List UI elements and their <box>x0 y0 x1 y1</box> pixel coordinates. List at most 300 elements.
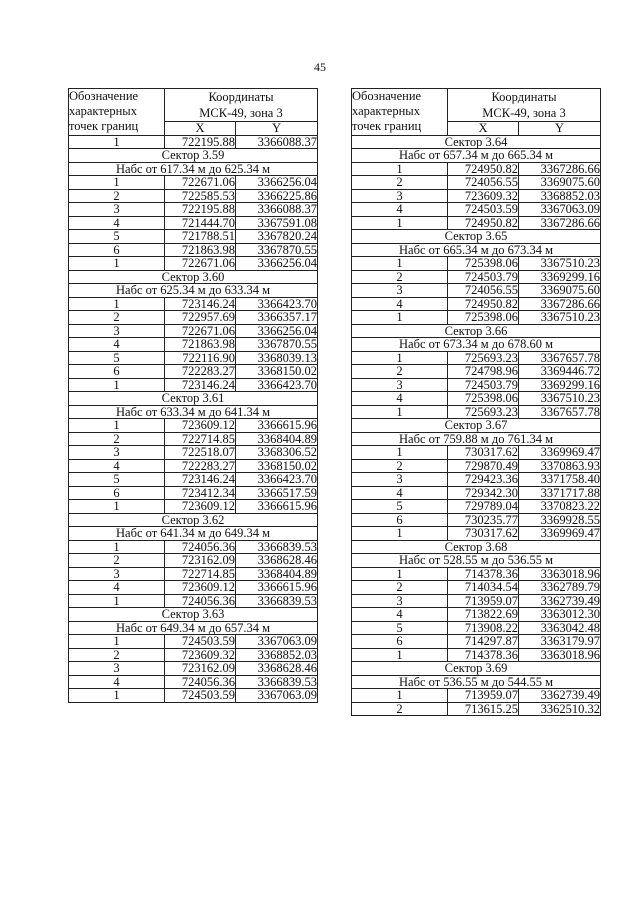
sector-range-row <box>69 405 318 419</box>
y-coordinate: 3366225.86 <box>236 189 318 203</box>
point-number: 6 <box>69 486 165 500</box>
sector-range-row <box>69 621 318 635</box>
x-coordinate: 724950.82 <box>448 216 519 230</box>
x-coordinate: 724503.59 <box>448 203 519 217</box>
coordinate-row <box>69 230 318 244</box>
x-coordinate: 723412.34 <box>165 486 236 500</box>
point-number: 1 <box>352 648 448 662</box>
coordinate-row <box>69 594 318 608</box>
table-body <box>69 135 318 702</box>
coordinate-row <box>352 473 601 487</box>
y-coordinate: 3367510.23 <box>519 392 601 406</box>
y-coordinate: 3367510.23 <box>519 257 601 271</box>
x-coordinate: 722283.27 <box>165 365 236 379</box>
coordinate-row <box>352 405 601 419</box>
x-coordinate: 714378.36 <box>448 648 519 662</box>
sector-range: Набс от 617.34 м до 625.34 м <box>69 162 318 176</box>
sector-range: Набс от 649.34 м до 657.34 м <box>69 621 318 635</box>
y-coordinate: 3367657.78 <box>519 351 601 365</box>
x-coordinate: 713615.25 <box>448 702 519 716</box>
y-coordinate: 3368404.89 <box>236 567 318 581</box>
coordinate-row <box>69 378 318 392</box>
y-coordinate: 3368852.03 <box>519 189 601 203</box>
coordinate-row <box>352 500 601 514</box>
x-coordinate: 724056.55 <box>448 284 519 298</box>
point-number: 3 <box>352 378 448 392</box>
point-number: 1 <box>69 419 165 433</box>
coordinate-row <box>69 351 318 365</box>
sector-range-row <box>352 675 601 689</box>
coordinate-row <box>352 689 601 703</box>
x-coordinate: 723146.24 <box>165 473 236 487</box>
sector-title-row <box>352 419 601 433</box>
point-number: 1 <box>69 500 165 514</box>
point-number: 5 <box>352 500 448 514</box>
coordinate-row <box>69 581 318 595</box>
point-label-header <box>69 89 165 136</box>
point-number: 4 <box>352 608 448 622</box>
coordinates-table-right <box>351 88 601 716</box>
y-coordinate: 3367510.23 <box>519 311 601 325</box>
sector-title: Сектор 3.64 <box>352 135 601 149</box>
sector-range: Набс от 633.34 м до 641.34 м <box>69 405 318 419</box>
sector-range-row <box>69 527 318 541</box>
y-coordinate: 3369928.55 <box>519 513 601 527</box>
table-header <box>352 89 601 136</box>
x-coordinate: 722671.06 <box>165 176 236 190</box>
coordinate-row <box>69 554 318 568</box>
sector-title-row <box>352 230 601 244</box>
coordinate-row <box>69 419 318 433</box>
sector-range-row <box>69 162 318 176</box>
x-coordinate: 723609.12 <box>165 581 236 595</box>
point-number: 1 <box>352 216 448 230</box>
x-coordinate: 721863.98 <box>165 338 236 352</box>
header-line: точек границ <box>69 119 139 134</box>
x-coordinate: 723609.12 <box>165 500 236 514</box>
y-coordinate: 3363018.96 <box>519 567 601 581</box>
point-number: 2 <box>352 459 448 473</box>
y-coordinate: 3363012.30 <box>519 608 601 622</box>
y-coordinate: 3368404.89 <box>236 432 318 446</box>
coordinate-row <box>69 675 318 689</box>
sector-range-row <box>352 149 601 163</box>
x-coordinate: 722195.88 <box>165 135 236 149</box>
coordinate-row <box>352 351 601 365</box>
y-coordinate: 3366839.53 <box>236 675 318 689</box>
x-coordinate: 713822.69 <box>448 608 519 622</box>
coordinate-row <box>352 257 601 271</box>
header-line: Координаты <box>208 90 274 104</box>
sector-title: Сектор 3.62 <box>69 513 318 527</box>
y-coordinate: 3370863.93 <box>519 459 601 473</box>
point-number: 4 <box>69 216 165 230</box>
header-line: МСК-49, зона 3 <box>482 106 566 120</box>
x-coordinate: 723146.24 <box>165 297 236 311</box>
point-number: 1 <box>352 446 448 460</box>
point-number: 1 <box>69 635 165 649</box>
y-coordinate: 3368306.52 <box>236 446 318 460</box>
y-coordinate: 3369299.16 <box>519 270 601 284</box>
point-number: 3 <box>69 662 165 676</box>
sector-title-row <box>352 540 601 554</box>
y-coordinate: 3367286.66 <box>519 297 601 311</box>
point-number: 6 <box>352 513 448 527</box>
x-coordinate: 729342.30 <box>448 486 519 500</box>
y-coordinate: 3368628.46 <box>236 662 318 676</box>
x-coordinate: 725693.23 <box>448 405 519 419</box>
coordinate-row <box>352 446 601 460</box>
coordinate-row <box>69 365 318 379</box>
point-number: 5 <box>69 473 165 487</box>
sector-range: Набс от 673.34 м до 678.60 м <box>352 338 601 352</box>
point-number: 3 <box>352 284 448 298</box>
point-number: 4 <box>69 581 165 595</box>
x-coordinate: 713959.07 <box>448 689 519 703</box>
x-coordinate: 723609.32 <box>448 189 519 203</box>
x-coordinate: 714297.87 <box>448 635 519 649</box>
point-number: 2 <box>352 176 448 190</box>
sector-title: Сектор 3.63 <box>69 608 318 622</box>
x-coordinate: 722518.07 <box>165 446 236 460</box>
point-number: 3 <box>69 446 165 460</box>
y-coordinate: 3366423.70 <box>236 473 318 487</box>
coordinate-row <box>69 432 318 446</box>
sector-range: Набс от 641.34 м до 649.34 м <box>69 527 318 541</box>
coordinate-row <box>352 581 601 595</box>
y-coordinate: 3366839.53 <box>236 594 318 608</box>
y-coordinate: 3366517.59 <box>236 486 318 500</box>
y-coordinate: 3366357.17 <box>236 311 318 325</box>
coordinate-row <box>352 513 601 527</box>
x-coordinate: 714378.36 <box>448 567 519 581</box>
sector-title: Сектор 3.67 <box>352 419 601 433</box>
point-number: 2 <box>352 365 448 379</box>
coordinate-row <box>69 297 318 311</box>
y-coordinate: 3368628.46 <box>236 554 318 568</box>
x-coordinate: 722714.85 <box>165 432 236 446</box>
x-coordinate: 724056.55 <box>448 176 519 190</box>
point-number: 3 <box>352 594 448 608</box>
coordinate-row <box>69 324 318 338</box>
coordinate-row <box>69 203 318 217</box>
coordinate-row <box>69 459 318 473</box>
coordinate-row <box>352 594 601 608</box>
point-number: 1 <box>352 689 448 703</box>
y-coordinate: 3362510.32 <box>519 702 601 716</box>
table-body <box>352 135 601 716</box>
header-line: Обозначение <box>352 89 422 104</box>
y-coordinate: 3369446.72 <box>519 365 601 379</box>
y-coordinate: 3369299.16 <box>519 378 601 392</box>
x-coordinate: 730317.62 <box>448 446 519 460</box>
y-coordinate: 3366615.96 <box>236 419 318 433</box>
sector-range: Набс от 536.55 м до 544.55 м <box>352 675 601 689</box>
sector-title: Сектор 3.59 <box>69 149 318 163</box>
sector-range: Набс от 528.55 м до 536.55 м <box>352 554 601 568</box>
coordinate-row <box>69 689 318 703</box>
y-coordinate: 3366615.96 <box>236 500 318 514</box>
x-coordinate: 722585.53 <box>165 189 236 203</box>
y-coordinate: 3366423.70 <box>236 378 318 392</box>
coordinate-row <box>69 648 318 662</box>
header-line: Обозначение <box>69 89 139 104</box>
point-number: 1 <box>352 351 448 365</box>
point-number: 1 <box>352 527 448 541</box>
y-coordinate: 3367870.55 <box>236 243 318 257</box>
x-coordinate: 724503.79 <box>448 270 519 284</box>
x-coordinate: 723162.09 <box>165 662 236 676</box>
x-coordinate: 724503.59 <box>165 635 236 649</box>
point-number: 5 <box>69 351 165 365</box>
x-coordinate: 714034.54 <box>448 581 519 595</box>
x-coordinate: 721863.98 <box>165 243 236 257</box>
y-coordinate: 3367286.66 <box>519 216 601 230</box>
y-coordinate: 3366088.37 <box>236 203 318 217</box>
coordinate-row <box>69 486 318 500</box>
header-line: точек границ <box>352 119 422 134</box>
coordinate-row <box>352 648 601 662</box>
x-coordinate: 723162.09 <box>165 554 236 568</box>
coordinates-header <box>448 89 601 122</box>
x-coordinate: 724950.82 <box>448 162 519 176</box>
coordinate-row <box>352 162 601 176</box>
point-number: 3 <box>69 567 165 581</box>
point-number: 3 <box>352 473 448 487</box>
point-number: 1 <box>69 176 165 190</box>
y-coordinate: 3367591.08 <box>236 216 318 230</box>
coordinate-row <box>69 662 318 676</box>
header-line: характерных <box>352 104 420 119</box>
header-line: МСК-49, зона 3 <box>199 106 283 120</box>
coordinate-row <box>352 635 601 649</box>
x-coordinate: 730235.77 <box>448 513 519 527</box>
coordinate-row <box>352 459 601 473</box>
y-coordinate: 3366615.96 <box>236 581 318 595</box>
point-number: 2 <box>352 702 448 716</box>
point-number: 1 <box>352 405 448 419</box>
point-number: 1 <box>69 540 165 554</box>
y-coordinate: 3367063.09 <box>519 203 601 217</box>
sector-range: Набс от 759.88 м до 761.34 м <box>352 432 601 446</box>
y-coordinate: 3369969.47 <box>519 446 601 460</box>
coordinate-row <box>352 702 601 716</box>
coordinate-row <box>352 203 601 217</box>
sector-title-row <box>352 324 601 338</box>
sector-title: Сектор 3.69 <box>352 662 601 676</box>
coordinate-row <box>69 189 318 203</box>
x-coordinate: 722116.90 <box>165 351 236 365</box>
coordinate-row <box>69 540 318 554</box>
coordinate-row <box>352 365 601 379</box>
x-coordinate: 722714.85 <box>165 567 236 581</box>
y-coordinate: 3370823.22 <box>519 500 601 514</box>
x-coordinate: 713908.22 <box>448 621 519 635</box>
point-number: 4 <box>69 459 165 473</box>
x-coordinate: 729870.49 <box>448 459 519 473</box>
y-coordinate: 3362789.79 <box>519 581 601 595</box>
sector-title: Сектор 3.65 <box>352 230 601 244</box>
coordinate-row <box>352 621 601 635</box>
x-coordinate: 721444.70 <box>165 216 236 230</box>
point-number: 2 <box>352 270 448 284</box>
x-column-header: X <box>448 122 519 136</box>
header-line: Координаты <box>491 90 557 104</box>
x-coordinate: 725398.06 <box>448 311 519 325</box>
y-coordinate: 3368150.02 <box>236 365 318 379</box>
coordinate-row <box>352 216 601 230</box>
x-coordinate: 723609.12 <box>165 419 236 433</box>
point-number: 1 <box>69 135 165 149</box>
point-number: 2 <box>352 581 448 595</box>
y-coordinate: 3369969.47 <box>519 527 601 541</box>
y-coordinate: 3363042.48 <box>519 621 601 635</box>
y-coordinate: 3366256.04 <box>236 324 318 338</box>
sector-title: Сектор 3.60 <box>69 270 318 284</box>
sector-title-row <box>69 270 318 284</box>
y-coordinate: 3368039.13 <box>236 351 318 365</box>
sector-range-row <box>352 432 601 446</box>
coordinates-header <box>165 89 318 122</box>
coordinate-row <box>352 284 601 298</box>
header-line: характерных <box>69 104 137 119</box>
coordinate-row <box>69 135 318 149</box>
sector-range: Набс от 657.34 м до 665.34 м <box>352 149 601 163</box>
sector-title-row <box>69 392 318 406</box>
point-number: 3 <box>69 203 165 217</box>
sector-range-row <box>352 338 601 352</box>
y-coordinate: 3362739.49 <box>519 594 601 608</box>
point-number: 2 <box>69 648 165 662</box>
y-coordinate: 3369075.60 <box>519 284 601 298</box>
coordinate-row <box>352 527 601 541</box>
coordinate-row <box>352 176 601 190</box>
sector-range-row <box>69 284 318 298</box>
y-coordinate: 3371717.88 <box>519 486 601 500</box>
page-number: 45 <box>314 60 326 74</box>
coordinate-row <box>352 608 601 622</box>
sector-range: Набс от 665.34 м до 673.34 м <box>352 243 601 257</box>
coordinates-table-left <box>68 88 318 703</box>
coordinate-row <box>69 338 318 352</box>
y-coordinate: 3366423.70 <box>236 297 318 311</box>
coordinate-row <box>352 378 601 392</box>
sector-title: Сектор 3.61 <box>69 392 318 406</box>
coordinate-row <box>69 635 318 649</box>
point-number: 6 <box>69 243 165 257</box>
point-number: 1 <box>352 567 448 581</box>
sector-title: Сектор 3.66 <box>352 324 601 338</box>
x-coordinate: 730317.62 <box>448 527 519 541</box>
point-number: 6 <box>352 635 448 649</box>
coordinate-row <box>352 486 601 500</box>
y-coordinate: 3366088.37 <box>236 135 318 149</box>
y-coordinate: 3367820.24 <box>236 230 318 244</box>
coordinate-row <box>69 176 318 190</box>
coordinate-row <box>69 216 318 230</box>
point-number: 4 <box>69 338 165 352</box>
point-label-header <box>352 89 448 136</box>
x-coordinate: 724056.36 <box>165 594 236 608</box>
point-number: 4 <box>352 203 448 217</box>
point-number: 2 <box>69 432 165 446</box>
x-coordinate: 725398.06 <box>448 257 519 271</box>
point-number: 1 <box>69 257 165 271</box>
point-number: 3 <box>352 189 448 203</box>
point-number: 1 <box>69 378 165 392</box>
coordinate-row <box>69 311 318 325</box>
sector-range-row <box>352 554 601 568</box>
point-number: 1 <box>352 162 448 176</box>
coordinate-row <box>352 567 601 581</box>
y-coordinate: 3362739.49 <box>519 689 601 703</box>
point-number: 5 <box>69 230 165 244</box>
coordinate-row <box>69 567 318 581</box>
point-number: 4 <box>352 486 448 500</box>
coordinate-row <box>352 189 601 203</box>
coordinate-row <box>69 257 318 271</box>
sector-title-row <box>69 608 318 622</box>
coordinate-row <box>352 270 601 284</box>
point-number: 1 <box>352 257 448 271</box>
sector-title-row <box>352 135 601 149</box>
table-header <box>69 89 318 136</box>
y-coordinate: 3371758.40 <box>519 473 601 487</box>
point-number: 1 <box>69 689 165 703</box>
x-column-header: X <box>165 122 236 136</box>
x-coordinate: 724056.36 <box>165 540 236 554</box>
x-coordinate: 722671.06 <box>165 257 236 271</box>
y-coordinate: 3367063.09 <box>236 635 318 649</box>
point-number: 4 <box>352 297 448 311</box>
x-coordinate: 722195.88 <box>165 203 236 217</box>
x-coordinate: 725693.23 <box>448 351 519 365</box>
y-coordinate: 3367063.09 <box>236 689 318 703</box>
point-number: 4 <box>69 675 165 689</box>
x-coordinate: 725398.06 <box>448 392 519 406</box>
x-coordinate: 729789.04 <box>448 500 519 514</box>
x-coordinate: 724798.96 <box>448 365 519 379</box>
coordinate-row <box>69 446 318 460</box>
x-coordinate: 722671.06 <box>165 324 236 338</box>
coordinate-row <box>352 311 601 325</box>
coordinate-row <box>69 243 318 257</box>
y-coordinate: 3367870.55 <box>236 338 318 352</box>
point-number: 1 <box>69 297 165 311</box>
coordinate-row <box>352 392 601 406</box>
y-coordinate: 3366256.04 <box>236 257 318 271</box>
x-coordinate: 723146.24 <box>165 378 236 392</box>
point-number: 1 <box>69 594 165 608</box>
point-number: 4 <box>352 392 448 406</box>
y-coordinate: 3367657.78 <box>519 405 601 419</box>
y-coordinate: 3368852.03 <box>236 648 318 662</box>
x-coordinate: 724056.36 <box>165 675 236 689</box>
coordinate-row <box>352 297 601 311</box>
x-coordinate: 724950.82 <box>448 297 519 311</box>
y-coordinate: 3366839.53 <box>236 540 318 554</box>
x-coordinate: 724503.59 <box>165 689 236 703</box>
sector-title-row <box>69 149 318 163</box>
coordinate-row <box>69 473 318 487</box>
y-coordinate: 3367286.66 <box>519 162 601 176</box>
x-coordinate: 722957.69 <box>165 311 236 325</box>
y-column-header: Y <box>519 122 601 136</box>
point-number: 5 <box>352 621 448 635</box>
y-coordinate: 3363018.96 <box>519 648 601 662</box>
x-coordinate: 723609.32 <box>165 648 236 662</box>
sector-range: Набс от 625.34 м до 633.34 м <box>69 284 318 298</box>
